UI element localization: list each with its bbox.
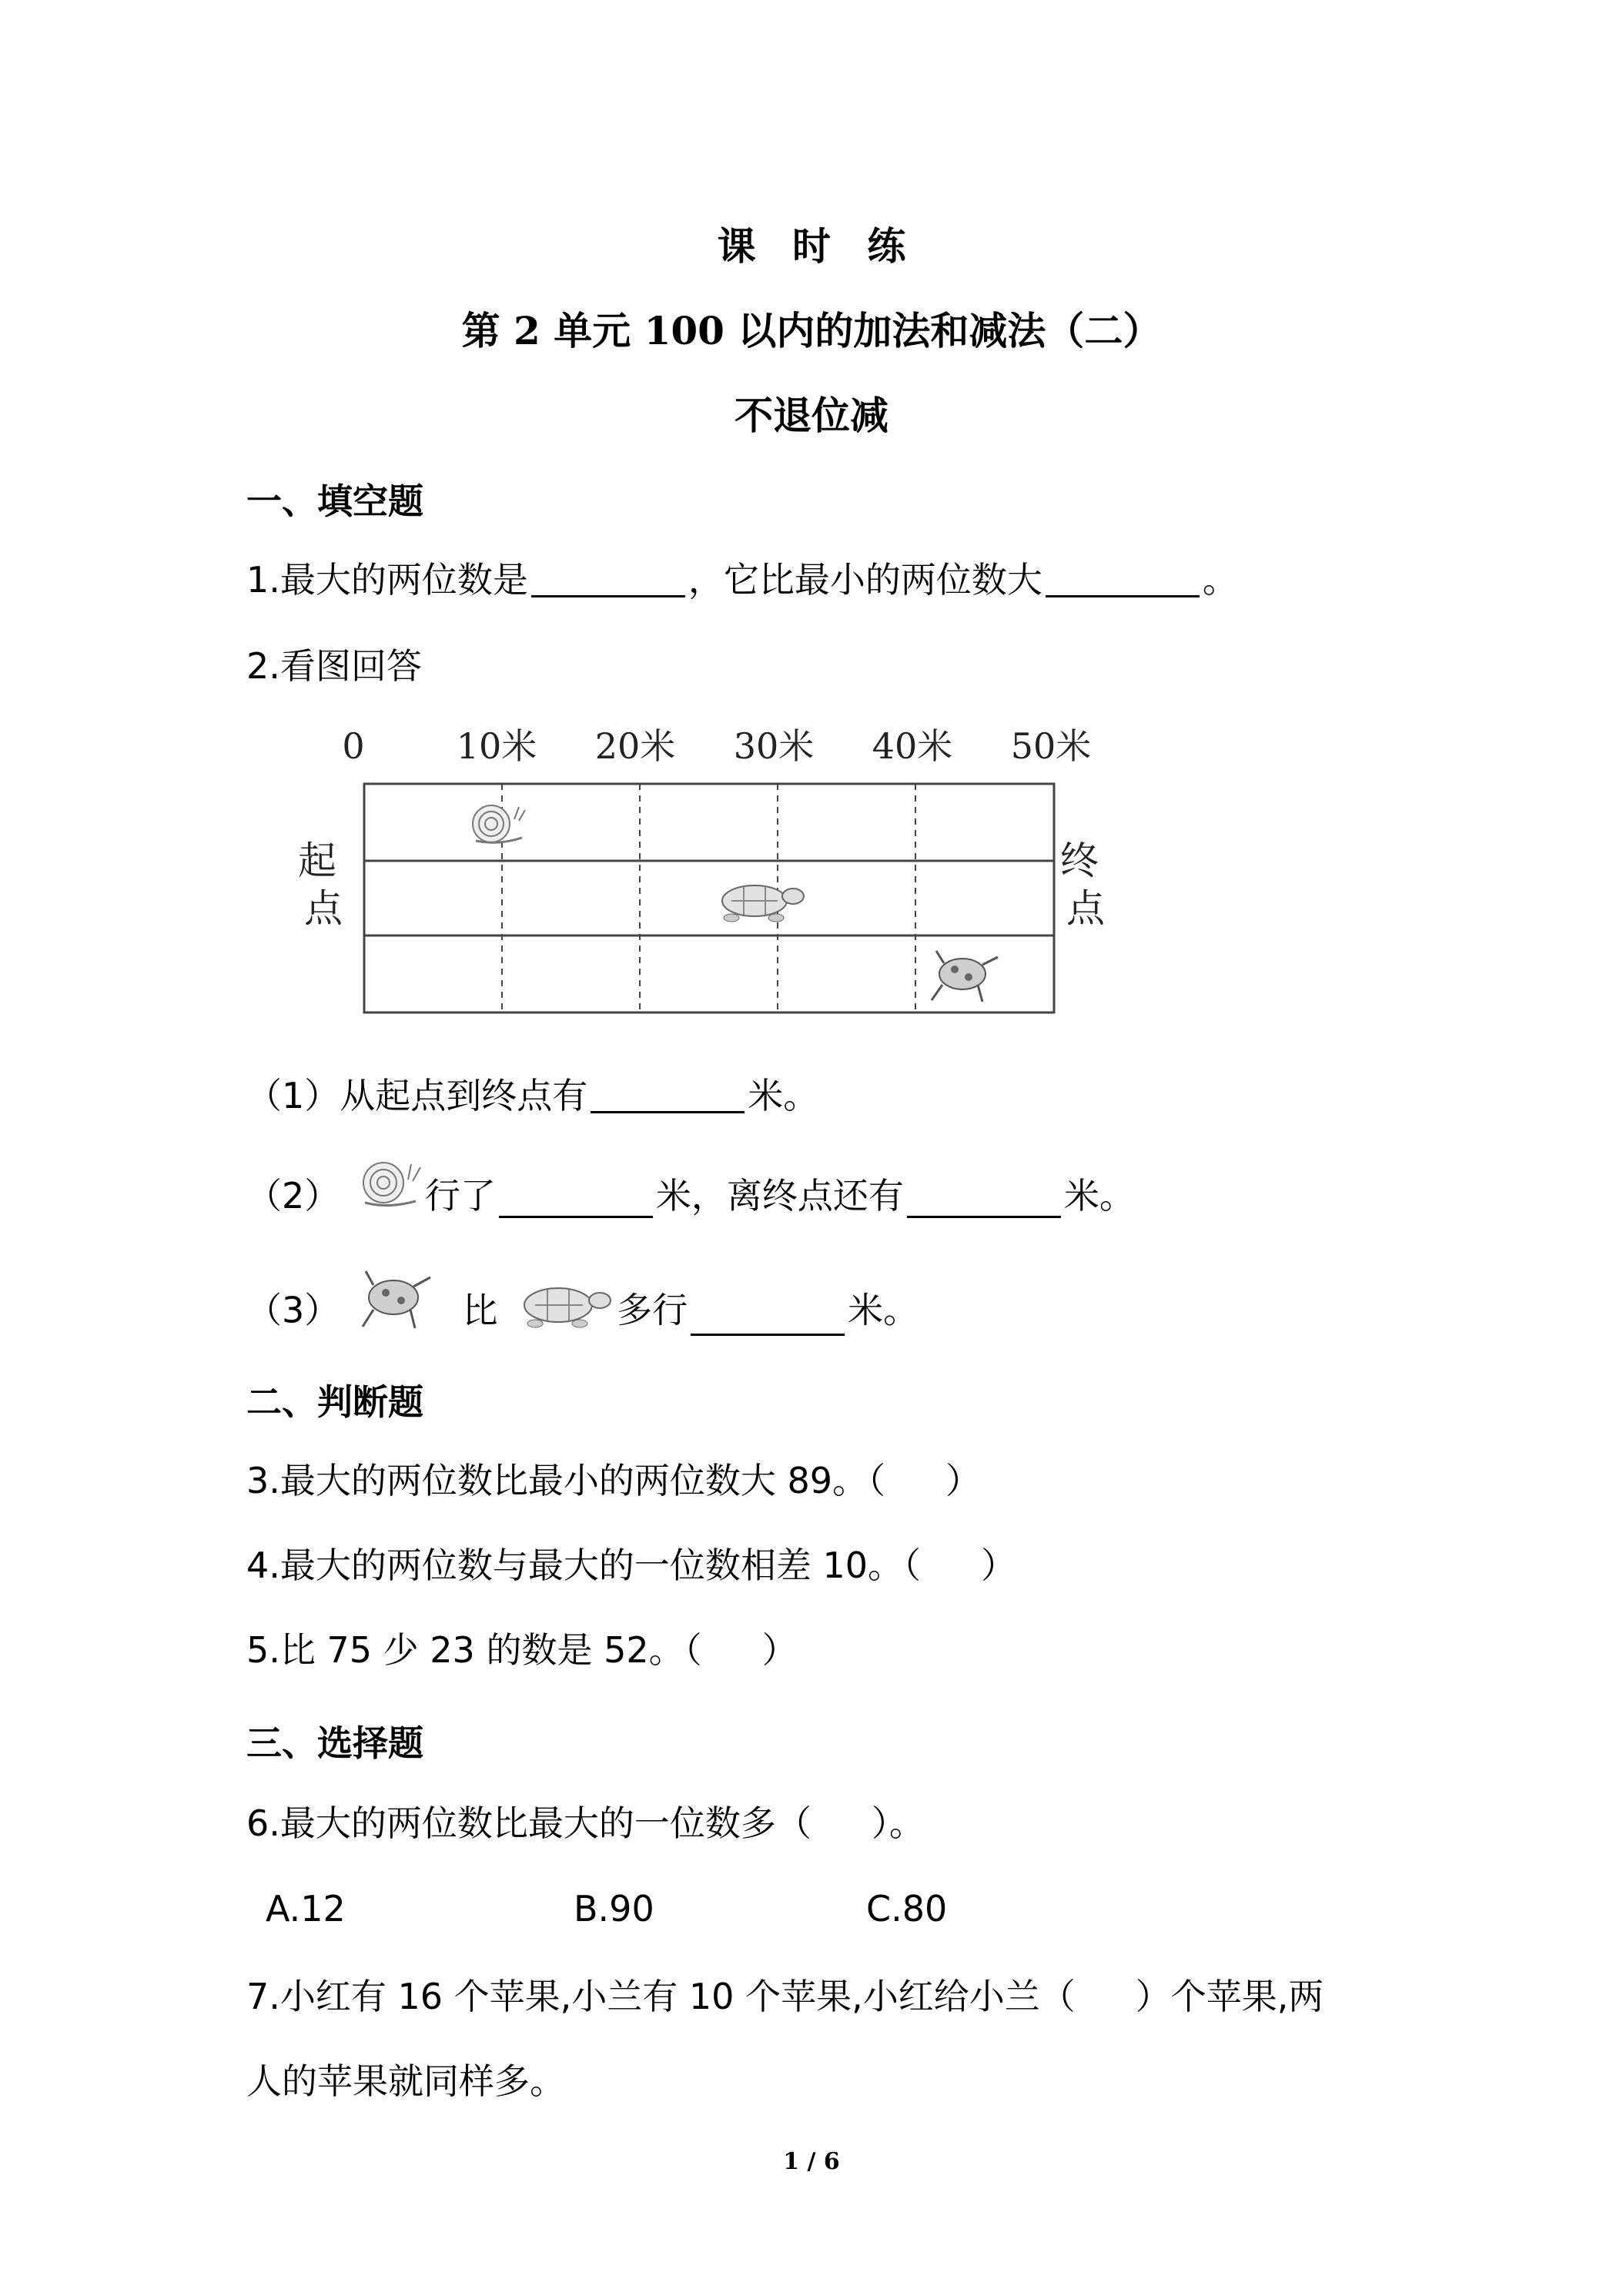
question-2-label: 2.看图回答 — [246, 645, 422, 687]
sub2-prefix: （2） — [246, 1175, 340, 1217]
sub1-blank[interactable] — [591, 1079, 745, 1113]
unit-title: 第 2 单元 100 以内的加法和减法（二） — [461, 308, 1162, 353]
question-7-line-2: 人的苹果就同样多。 — [246, 2060, 565, 2102]
sub1-prefix: （1）从起点到终点有 — [246, 1075, 588, 1116]
sub3-mid: 多行 — [617, 1289, 688, 1331]
question-2-sub-1 — [246, 1075, 819, 1116]
sub3-bi: 比 — [462, 1289, 498, 1331]
q7-line1: 7.小红有 16 个苹果,小兰有 10 个苹果,小红给小兰（ — [246, 1976, 1076, 2017]
q3-text: 3.最大的两位数比最小的两位数大 89。（ — [246, 1460, 886, 1501]
frog-icon — [932, 951, 998, 1002]
q6-option-a[interactable]: A.12 — [266, 1888, 346, 1930]
q4-text: 4.最大的两位数与最大的一位数相差 10。（ — [246, 1545, 922, 1586]
q1-blank-2[interactable] — [1046, 563, 1200, 597]
sub3-blank[interactable] — [691, 1301, 845, 1336]
q5-text: 5.比 75 少 23 的数是 52。（ — [246, 1629, 702, 1671]
page-title: 课 时 练 — [717, 223, 906, 269]
question-5 — [246, 1629, 798, 1671]
sub3-suffix: 米。 — [848, 1289, 919, 1331]
sub2-mid: 行了 — [424, 1175, 496, 1217]
q6-option-c[interactable]: C.80 — [866, 1888, 948, 1930]
axis-label-10: 10米 — [456, 725, 537, 767]
axis-label-50: 50米 — [1010, 725, 1092, 767]
q1-part2: ，它比最小的两位数大 — [688, 559, 1042, 601]
sub2-mid2: 米，离终点还有 — [655, 1175, 904, 1217]
question-3 — [246, 1460, 982, 1501]
question-2-sub-2 — [246, 1175, 1135, 1218]
axis-label-30: 30米 — [733, 725, 815, 767]
section-heading-choice: 三、选择题 — [246, 1722, 423, 1764]
q4-close: ） — [981, 1545, 1017, 1586]
turtle-icon — [509, 1274, 617, 1336]
q1-blank-1[interactable] — [531, 563, 685, 597]
page-number: 1 / 6 — [783, 2148, 840, 2175]
turtle-icon — [722, 885, 804, 922]
q6-close: ）。 — [871, 1802, 925, 1844]
q1-part1: 1.最大的两位数是 — [246, 559, 528, 601]
q6-text: 6.最大的两位数比最大的一位数多（ — [246, 1802, 812, 1844]
q5-close: ） — [761, 1629, 798, 1671]
end-label: 终 点 — [1060, 838, 1105, 931]
start-label: 起 点 — [298, 838, 343, 931]
race-track-figure — [285, 720, 1116, 1028]
q1-part3: 。 — [1202, 559, 1238, 601]
snail-icon — [473, 805, 525, 842]
question-7-line-1 — [246, 1976, 1324, 2017]
q3-close: ） — [945, 1460, 982, 1501]
axis-label-0: 0 — [342, 725, 365, 767]
question-4 — [246, 1545, 1017, 1586]
sub1-suffix: 米。 — [748, 1075, 819, 1116]
axis-label-20: 20米 — [594, 725, 676, 767]
sub3-prefix: （3） — [246, 1289, 340, 1331]
question-1 — [246, 559, 1238, 601]
q6-option-b[interactable]: B.90 — [574, 1888, 654, 1930]
question-6 — [246, 1802, 925, 1844]
axis-label-40: 40米 — [872, 725, 953, 767]
sub2-blank-2[interactable] — [907, 1183, 1061, 1218]
section-heading-judgement: 二、判断题 — [246, 1381, 423, 1423]
q7-line1b: ）个苹果,两 — [1135, 1976, 1324, 2017]
snail-icon — [351, 1156, 425, 1218]
section-heading-fill-blank: 一、填空题 — [246, 480, 423, 522]
sub2-suffix: 米。 — [1063, 1175, 1135, 1217]
frog-icon — [351, 1263, 436, 1332]
lesson-title: 不退位减 — [735, 393, 888, 438]
question-2-sub-3 — [246, 1290, 919, 1336]
sub2-blank-1[interactable] — [499, 1183, 653, 1218]
